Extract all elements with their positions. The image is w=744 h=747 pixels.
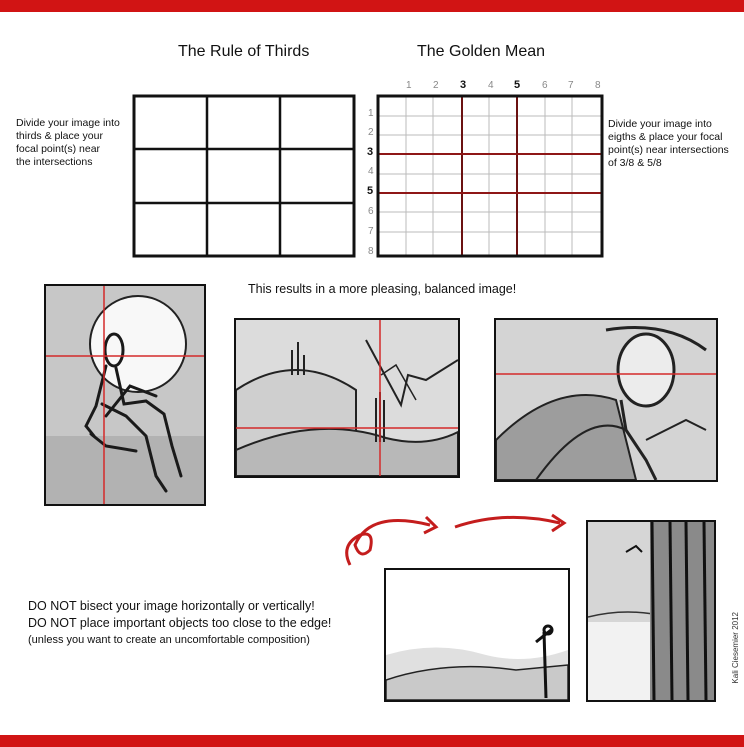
sketch-landscape bbox=[234, 318, 460, 478]
golden-mean-grid bbox=[376, 94, 604, 258]
top-number: 2 bbox=[433, 80, 439, 91]
side-number: 5 bbox=[367, 185, 374, 197]
note-line: focal point(s) near bbox=[16, 143, 101, 155]
sketch-bisected-figure bbox=[384, 568, 570, 702]
top-number: 7 bbox=[568, 80, 574, 91]
warning-bisect: DO NOT bisect your image horizontally or vertically! bbox=[28, 599, 315, 613]
composition-warnings bbox=[28, 598, 378, 649]
top-number: 4 bbox=[488, 80, 494, 91]
sketch-closeup-figure bbox=[494, 318, 718, 482]
note-line: eigths & place your focal bbox=[608, 131, 723, 143]
top-number: 1 bbox=[406, 80, 412, 91]
warning-edge: DO NOT place important objects too close to the edge! bbox=[28, 616, 332, 630]
side-number: 8 bbox=[368, 246, 374, 257]
side-number: 2 bbox=[368, 127, 374, 138]
note-line: Divide your image into bbox=[16, 117, 120, 129]
red-flow-arrows bbox=[330, 505, 580, 575]
sketch-sitting-figure bbox=[44, 284, 206, 506]
eighths-instruction bbox=[608, 118, 743, 170]
golden-mean-heading: The Golden Mean bbox=[417, 43, 546, 60]
side-number: 7 bbox=[368, 226, 374, 237]
note-line: the intersections bbox=[16, 156, 93, 168]
result-caption: This results in a more pleasing, balanced image! bbox=[248, 282, 517, 296]
top-number: 3 bbox=[460, 79, 467, 91]
warning-exception: (unless you want to create an uncomfortable composition) bbox=[28, 634, 310, 646]
artist-signature: Kali Ciesemier 2012 bbox=[731, 612, 740, 684]
note-line: point(s) near intersections bbox=[608, 144, 729, 156]
thirds-instruction bbox=[16, 117, 136, 169]
side-number: 4 bbox=[368, 166, 374, 177]
top-red-border bbox=[0, 0, 744, 12]
sketch-edge-building bbox=[586, 520, 716, 702]
top-number: 5 bbox=[514, 79, 521, 91]
top-number: 8 bbox=[595, 80, 601, 91]
rule-of-thirds-grid bbox=[132, 94, 356, 258]
top-number: 6 bbox=[542, 80, 548, 91]
side-number: 1 bbox=[368, 108, 374, 119]
note-line: Divide your image into bbox=[608, 118, 712, 130]
rule-of-thirds-heading: The Rule of Thirds bbox=[178, 43, 310, 60]
side-number: 6 bbox=[368, 206, 374, 217]
side-number: 3 bbox=[367, 146, 374, 158]
bottom-red-border bbox=[0, 735, 744, 747]
note-line: thirds & place your bbox=[16, 130, 103, 142]
note-line: of 3/8 & 5/8 bbox=[608, 157, 662, 169]
